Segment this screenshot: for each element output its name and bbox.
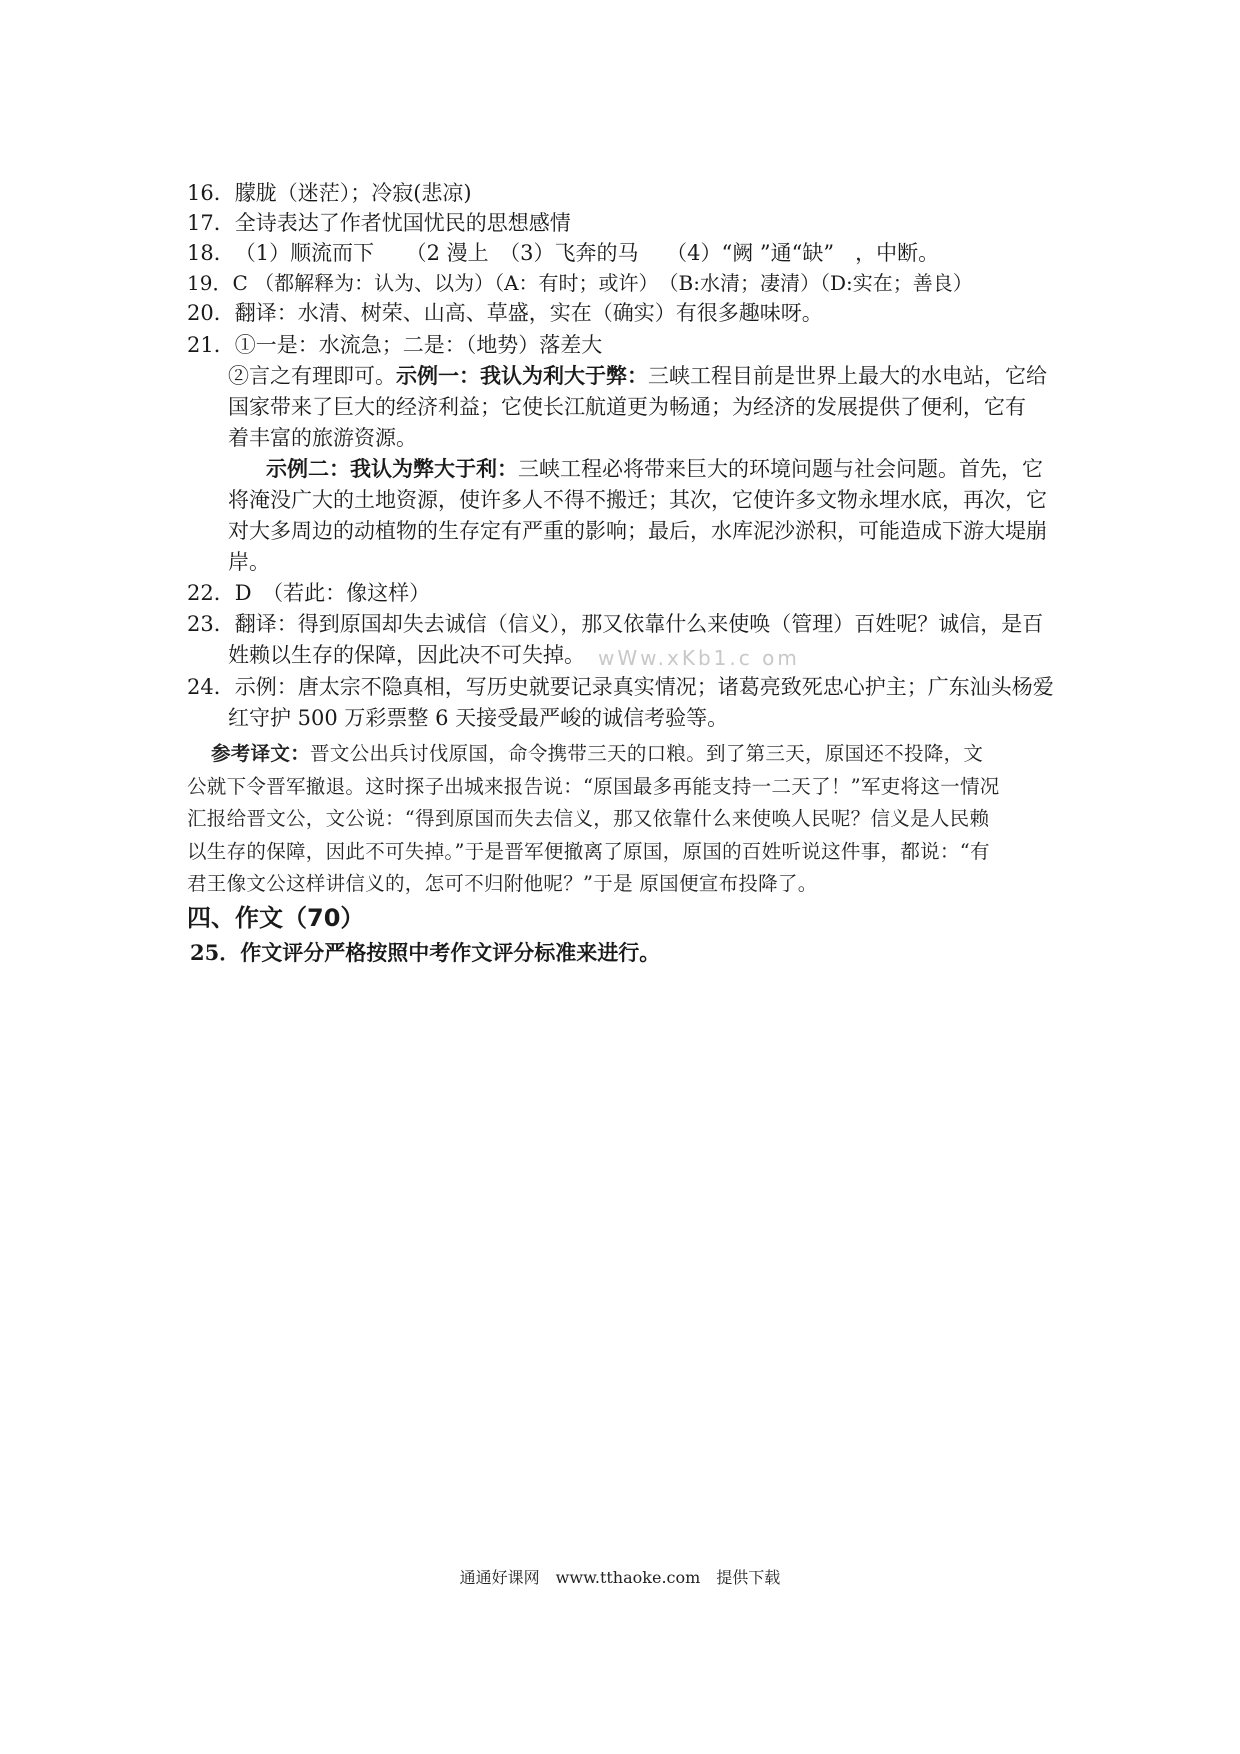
translation-line: 汇报给晋文公，文公说：“得到原国而失去信义，那又依靠什么来使唤人民呢？信义是人民赖 bbox=[187, 807, 990, 830]
answer-21-line bbox=[228, 392, 1026, 422]
answer-16 bbox=[187, 178, 472, 208]
answer-text: 朦胧（迷茫）；冷寂(悲凉) bbox=[234, 181, 472, 205]
answer-text: 全诗表达了作者忧国忧民的思想感情 bbox=[234, 211, 571, 235]
answer-21-line bbox=[228, 361, 1047, 391]
answer-text: 三峡工程目前是世界上最大的水电站，它给 bbox=[648, 364, 1047, 388]
question-number: 18． bbox=[187, 241, 235, 265]
answer-19 bbox=[187, 268, 973, 298]
answer-21-line bbox=[228, 516, 1047, 546]
answer-text: 翻译：水清、树荣、山高、草盛，实在（确实）有很多趣味呀。 bbox=[234, 301, 823, 325]
translation-line: 以生存的保障，因此不可失掉。”于是晋军便撤离了原国，原国的百姓听说这件事，都说：“有 bbox=[187, 839, 990, 863]
footer-credit: 通通好课网 www.tthaoke.com 提供下载 bbox=[459, 1568, 781, 1587]
answer-text: 岸。 bbox=[228, 550, 270, 574]
answer-text: 着丰富的旅游资源。 bbox=[228, 426, 417, 450]
answer-text: 将淹没广大的土地资源，使许多人不得不搬迁；其次，它使许多文物永埋水底，再次，它 bbox=[228, 488, 1047, 512]
example-heading: 示例二：我认为弊大于利： bbox=[266, 456, 518, 481]
translation-line: 公就下令晋军撤退。这时探子出城来报告说：“原国最多再能支持一二天了！”军吏将这一情况 bbox=[187, 774, 1000, 798]
answer-text: 红守护 500 万彩票整 6 天接受最严峻的诚信考验等。 bbox=[228, 706, 729, 730]
question-number: 24． bbox=[187, 675, 235, 699]
answer-text: ②言之有理即可。 bbox=[228, 364, 396, 388]
watermark-text: wWw.xKb1.c om bbox=[598, 646, 800, 670]
section-title: 四、作文（70） bbox=[187, 904, 365, 932]
answer-text: C （都解释为：认为、以为）（A：有时；或许） （B:水清；凄清）（D:实在；善良） bbox=[232, 271, 973, 295]
translation-label: 参考译文： bbox=[211, 742, 311, 765]
translation-line: 君王像文公这样讲信义的，怎可不归附他呢？”于是 原国便宣布投降了。 bbox=[187, 872, 818, 895]
answer-22 bbox=[187, 578, 430, 608]
answer-text: 示例：唐太宗不隐真相，写历史就要记录真实情况；诸葛亮致死忠心护主；广东汕头杨爱 bbox=[234, 675, 1054, 699]
answer-text: 作文评分严格按照中考作文评分标准来进行。 bbox=[240, 940, 661, 965]
answer-text: D （若此：像这样） bbox=[234, 581, 431, 605]
translation-line bbox=[187, 738, 1047, 771]
question-number: 23． bbox=[187, 612, 235, 636]
answer-23 bbox=[187, 609, 1043, 639]
reference-translation bbox=[187, 738, 1047, 901]
answer-text: 对大多周边的动植物的生存定有严重的影响；最后，水库泥沙淤积，可能造成下游大堤崩 bbox=[228, 519, 1047, 543]
answer-24-line bbox=[228, 703, 728, 733]
answer-text: 三峡工程必将带来巨大的环境问题与社会问题。首先，它 bbox=[518, 457, 1043, 481]
question-number: 16． bbox=[187, 181, 235, 205]
translation-text: 晋文公出兵讨伐原国，命令携带三天的口粮。到了第三天，原国还不投降，文 bbox=[310, 742, 984, 765]
answer-25 bbox=[190, 938, 660, 968]
example-heading: 示例一：我认为利大于弊： bbox=[396, 363, 648, 388]
answer-20 bbox=[187, 298, 823, 328]
answer-23-line bbox=[228, 640, 585, 670]
answer-17 bbox=[187, 208, 571, 238]
answer-21 bbox=[187, 330, 602, 360]
question-number: 25． bbox=[190, 940, 241, 965]
question-number: 17． bbox=[187, 211, 235, 235]
answer-text: 国家带来了巨大的经济利益；它使长江航道更为畅通；为经济的发展提供了便利，它有 bbox=[228, 395, 1026, 419]
answer-21-line bbox=[228, 485, 1047, 515]
answer-text: （1）顺流而下 （2 漫上 （3）飞奔的马 （4）“阙 ”通“缺” ，中断。 bbox=[234, 241, 940, 265]
answer-21-line bbox=[266, 454, 1043, 484]
answer-text: ①一是：水流急；二是：（地势）落差大 bbox=[234, 333, 603, 357]
question-number: 20． bbox=[187, 301, 235, 325]
answer-21-line bbox=[228, 547, 270, 577]
answer-21-line bbox=[228, 423, 417, 453]
question-number: 22． bbox=[187, 581, 235, 605]
question-number: 19． bbox=[187, 271, 233, 295]
question-number: 21． bbox=[187, 333, 235, 357]
answer-18 bbox=[187, 238, 939, 268]
answer-text: 翻译：得到原国却失去诚信（信义），那又依靠什么来使唤（管理）百姓呢？诚信，是百 bbox=[234, 612, 1044, 636]
answer-text: 姓赖以生存的保障，因此决不可失掉。 bbox=[228, 643, 585, 667]
answer-24 bbox=[187, 672, 1054, 702]
